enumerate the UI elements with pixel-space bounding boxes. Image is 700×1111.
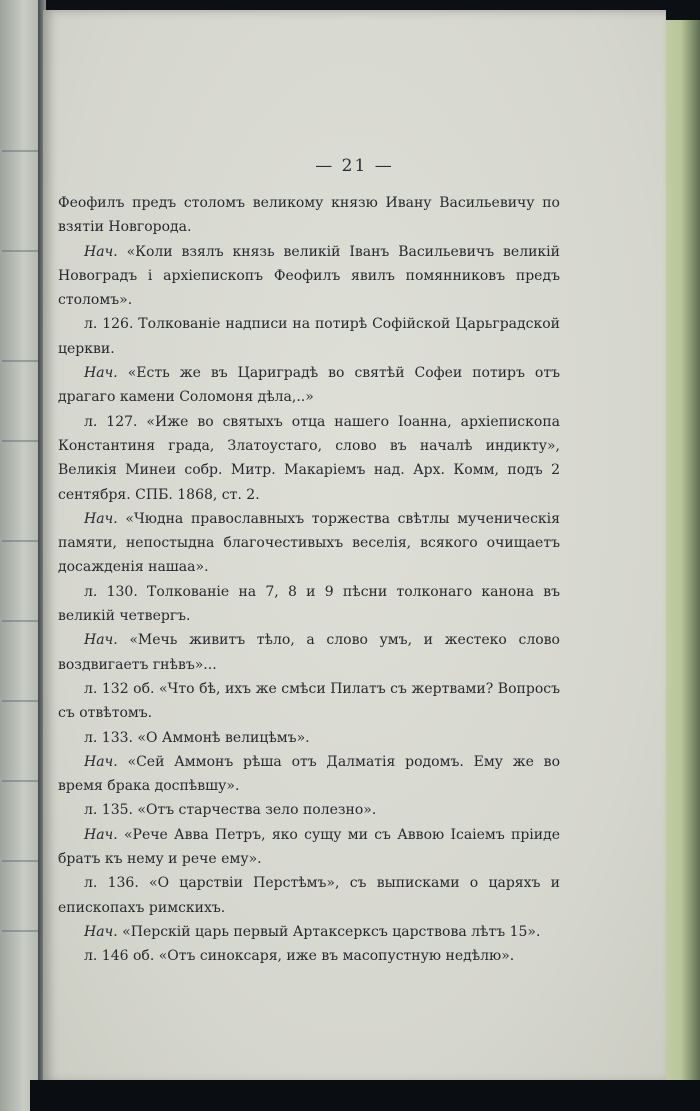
incipit-label: Нач. [84, 826, 118, 843]
book-cover-edge [662, 20, 700, 1090]
book-page [43, 10, 666, 1083]
text-paragraph [58, 798, 560, 822]
paragraph-text: л. 146 об. «Отъ синоксаря, иже въ масопустную недѣлю». [84, 948, 515, 965]
paragraph-text: «Рече Авва Петръ, яко сущу ми съ Аввою Ісаіемъ пріиде братъ къ нему и рече ему». [58, 826, 560, 868]
incipit-label: Нач. [84, 632, 118, 649]
paragraph-text: л. 133. «О Аммонѣ велицѣмъ». [84, 729, 310, 746]
incipit-label: Нач. [84, 243, 118, 260]
text-paragraph [58, 677, 560, 726]
text-paragraph [58, 312, 560, 361]
text-paragraph [58, 920, 560, 944]
page-text [58, 191, 560, 969]
text-paragraph [58, 726, 560, 750]
paragraph-text: л. 136. «О царствіи Перстѣмъ», съ выписками о царяхъ и епископахъ римскихъ. [58, 875, 560, 916]
paragraph-text: «Перскій царь первый Артаксерксъ царствова лѣтъ 15». [117, 923, 541, 940]
incipit-label: Нач. [84, 753, 118, 770]
paragraph-text: «Чюдна православныхъ торжества свѣтлы мученическія памяти, непостыдна благочестивыхъ веселія, всякого очищаетъ досажденія нашаа». [58, 510, 560, 576]
page-number: — 21 — [315, 156, 394, 176]
paragraph-text: «Сей Аммонъ рѣша отъ Далматія родомъ. Ему же во время брака доспѣвшу». [58, 753, 560, 795]
paragraph-text: л. 126. Толкованіе надписи на потирѣ Софійской Царьградской церкви. [58, 316, 560, 357]
text-paragraph [58, 750, 560, 799]
text-paragraph [58, 944, 560, 968]
text-paragraph [58, 871, 560, 920]
paragraph-text: л. 135. «Отъ старчества зело полезно». [84, 802, 377, 819]
paragraph-text: «Мечь живитъ тѣло, а слово умъ, и жестеко слово воздвигаетъ гнѣвъ»... [58, 632, 560, 673]
text-paragraph [58, 823, 560, 872]
paragraph-text: л. 130. Толкованіе на 7, 8 и 9 пѣсни толконаго канона въ великій четвергъ. [58, 583, 560, 625]
facing-page-edge [0, 0, 40, 1111]
paragraph-text: Феофилъ предъ столомъ великому князю Ивану Васильевичу по взятіи Новгорода. [58, 195, 560, 236]
text-paragraph [58, 628, 560, 677]
paragraph-text: л. 127. «Иже во святыхъ отца нашего Іоанна, архіепископа Константиня града, Златоустаго, слово въ началѣ индикту», Великія Минеи собр. Митр. Макаріемъ над. Арх. Комм, подъ 2 сентября. СПБ. 1868, ст. 2. [58, 413, 560, 503]
background-bottom [30, 1080, 700, 1111]
text-paragraph [58, 361, 560, 410]
paragraph-text: л. 132 об. «Что бѣ, ихъ же смѣси Пилатъ съ жертвами? Вопросъ съ отвѣтомъ. [58, 680, 560, 722]
incipit-label: Нач. [84, 510, 118, 527]
text-paragraph [58, 507, 560, 580]
paragraph-text: «Коли взялъ князь великій Іванъ Васильевичъ великій Новоградъ і архіепископъ Феофилъ явилъ помянниковъ предъ столомъ». [58, 243, 560, 309]
text-paragraph [58, 410, 560, 507]
text-paragraph [58, 240, 560, 313]
text-paragraph [58, 580, 560, 629]
incipit-label: Нач. [84, 365, 118, 382]
paragraph-text: «Есть же въ Цариградѣ во святѣй Софеи потиръ отъ драгаго камени Соломоня дѣла,..» [58, 365, 560, 406]
text-paragraph [58, 191, 560, 240]
incipit-label: Нач. [84, 923, 118, 940]
